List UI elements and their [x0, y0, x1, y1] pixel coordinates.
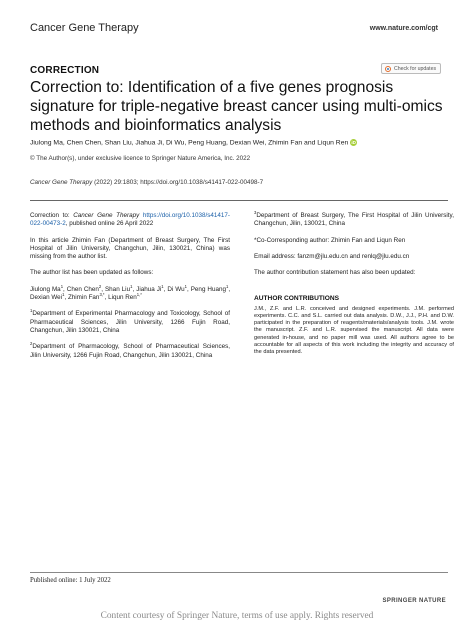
correction-text: In this article Zhimin Fan (Department of Breast Surgery, The First Hospital of Jilin University, Changchun, Jilin, 130021, China) was missing from the author list.	[30, 236, 230, 261]
orcid-icon[interactable]: iD	[351, 140, 356, 145]
author-list	[30, 139, 357, 146]
author-affiliation-marker: 2	[98, 283, 102, 289]
courtesy-notice: Content courtesy of Springer Nature, terms of use apply. Rights reserved	[100, 611, 374, 621]
original-article-link[interactable]: https://doi.org/10.1038/s41417-022-00473-2	[30, 212, 230, 228]
body-column-right	[254, 212, 454, 356]
author-separator: ,	[104, 294, 109, 302]
journal-url[interactable]: www.nature.com/cgt	[369, 25, 438, 32]
footer-divider	[30, 572, 448, 573]
citation-details: (2022) 29:1803; https://doi.org/10.1038/s41417-022-00498-7	[94, 179, 264, 186]
author-names: Jiulong Ma, Chen Chen, Shan Liu, Jiahua Ji, Di Wu, Peng Huang, Dexian Wei, Zhimin Fan and Liqun Ren	[30, 139, 349, 147]
correction-reference: Correction to: Cancer Gene Therapy https://doi.org/10.1038/s41417-022-00473-2, published online 26 April 2022	[30, 212, 230, 228]
updated-author-name: Zhimin Fan	[67, 294, 100, 302]
updated-author-name: Shan Liu	[104, 285, 131, 293]
header-divider	[30, 200, 448, 201]
contributions-text: J.M., Z.F. and L.R. conceived and designed experiments. J.M. performed experiments. C.C. and S.L. carried out data analysis. D.W., J.J., P.H. and D.W. participated in the preparation of reagents/materials/analysis tools. J.M. wrote the manuscript. Z.F. and L.R. supervised the manuscript. All data were generated in-house, and no paper mill was used. All authors agree to be accountable for all aspects of this work including the integrity and accuracy of the data presented.	[254, 305, 454, 355]
copyright-line: © The Author(s), under exclusive licence to Springer Nature America, Inc. 2022	[30, 155, 251, 162]
affiliation-1: $^1$Department of Experimental Pharmacology and Toxicology, School of Pharmaceutical Sciences, Jilin University, 1266 Fujin Road, Changchun, Jilin 130021, China	[30, 308, 230, 334]
author-affiliation-marker: 1	[161, 283, 164, 289]
published-date: Published online: 1 July 2022	[30, 577, 111, 584]
author-separator: ,	[228, 285, 231, 293]
author-affiliation-marker: 1	[225, 283, 229, 289]
article-type: CORRECTION	[30, 65, 100, 76]
updated-author-name: Peng Huang	[190, 285, 226, 293]
updated-author-name: Jiahua Ji	[136, 285, 162, 293]
author-separator: ,	[64, 294, 68, 302]
updated-author-name: Chen Chen	[66, 285, 99, 293]
check-updates-icon	[385, 66, 391, 72]
author-affiliation-marker: 3,*	[99, 292, 105, 298]
updated-author-name: Liqun Ren	[108, 294, 137, 302]
author-affiliation-marker: 1	[130, 283, 133, 289]
citation-line	[30, 179, 263, 186]
author-affiliation-marker: 1	[62, 292, 65, 298]
contribution-note: The author contribution statement has also been updated:	[254, 269, 416, 277]
article-title: Correction to: Identification of a five genes prognosis signature for triple-negative breast cancer using multi-omics methods and bioinformatics analysis	[30, 79, 443, 134]
author-separator: ,	[101, 285, 105, 293]
publisher-logo: SPRINGER NATURE	[382, 598, 446, 604]
contributions-heading: AUTHOR CONTRIBUTIONS	[254, 295, 339, 303]
updated-author-name: Di Wu	[167, 285, 185, 293]
author-separator: ,	[63, 285, 67, 293]
citation-journal: Cancer Gene Therapy	[30, 179, 93, 186]
author-affiliation-marker: 1,*	[136, 292, 142, 298]
author-separator: ,	[132, 285, 137, 293]
author-separator: ,	[186, 285, 191, 293]
check-updates-label: Check for updates	[394, 65, 437, 72]
updated-author-name: Jiulong Ma	[30, 285, 61, 293]
body-column-left	[30, 212, 230, 368]
corresponding-authors: *Co-Corresponding author: Zhimin Fan and Liqun Ren	[254, 236, 406, 244]
author-list-note: The author list has been updated as follows:	[30, 269, 154, 277]
email-addresses: Email address: fanzm@jlu.edu.cn and renlq@jlu.edu.cn	[254, 252, 410, 260]
affiliation-3: $^3$Department of Breast Surgery, The First Hospital of Jilin University, Changchun, Jilin, 130021, China	[254, 210, 454, 228]
author-affiliation-marker: 1	[60, 283, 64, 289]
check-updates-button[interactable]	[381, 63, 441, 74]
author-separator: ,	[163, 285, 168, 293]
affiliation-2: $^2$Department of Pharmacology, School of Pharmaceutical Sciences, Jilin University, 1266 Fujin Road, Changchun, Jilin 130021, China	[30, 341, 230, 359]
author-affiliation-marker: 1	[184, 283, 187, 289]
journal-name: Cancer Gene Therapy	[30, 22, 139, 34]
updated-author-list	[30, 283, 231, 303]
updated-author-name: Dexian Wei	[30, 294, 63, 302]
